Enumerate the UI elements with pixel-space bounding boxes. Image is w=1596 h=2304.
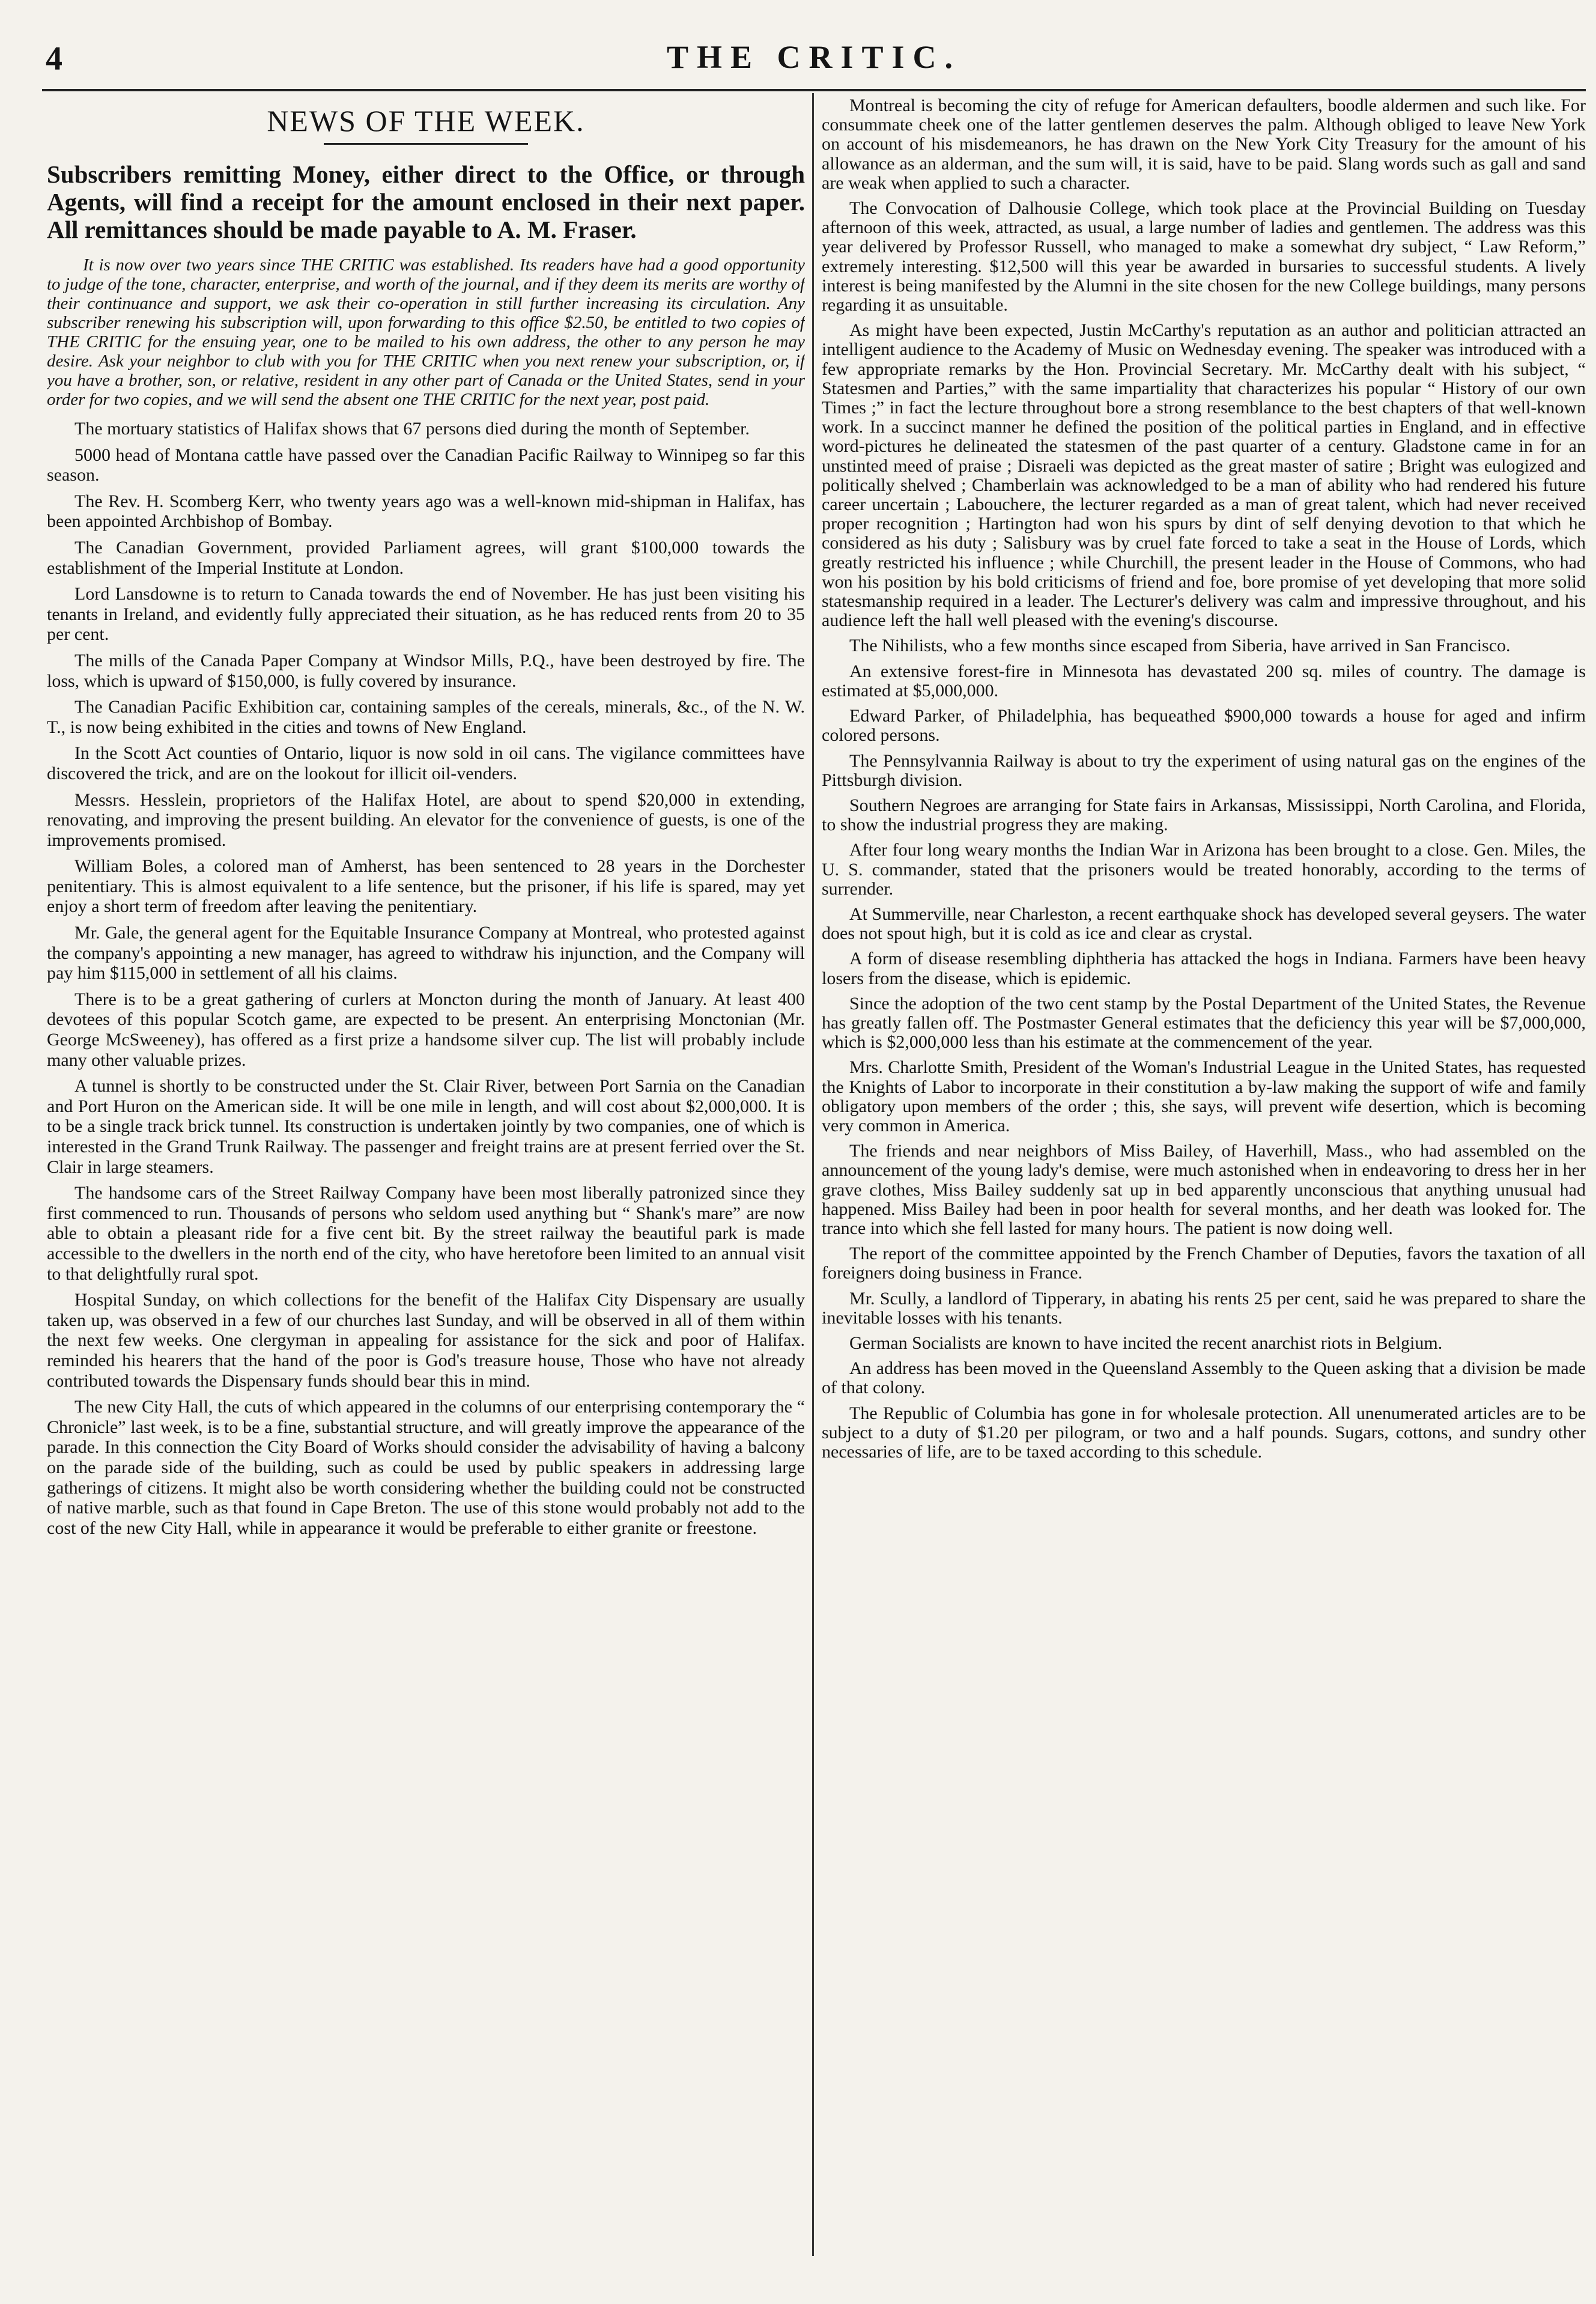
news-item: There is to be a great gathering of curlers at Moncton during the month of January. At least 400 devotees of this popular Scotch game, are expected to be present. An enterprising Monctonian (Mr. George McSweeney), has offered as a first prize a handsome silver cup. The list will probably include many other valuable prizes. — [47, 989, 805, 1070]
subscriber-notice: Subscribers remitting Money, either direct to the Office, or through Agents, will find a receipt for the amount enclosed in their next paper. All remittances should be made payable to A. M. Fraser. — [47, 160, 805, 243]
left-column — [47, 96, 805, 2289]
news-item: Hospital Sunday, on which collections for the benefit of the Halifax City Dispensary are usually taken up, was observed in a few of our churches last Sunday, and will be observed in all of them within the next few weeks. One clergyman in appealing for assistance for the sick and poor of Halifax. reminded his hearers that the hand of the poor is God's treasure house, Those who have not already contributed towards the Dispensary funds should bear this in mind. — [47, 1290, 805, 1391]
news-item: The handsome cars of the Street Railway Company have been most liberally patronized since they first commenced to run. Thousands of persons who seldom used anything but “ Shank's mare” are now able to obtain a pleasant ride for a five cent bit. By the street railway the beautiful park is made accessible to the dwellers in the north end of the city, who have heretofore been limited to an annual visit to that delightfully rural spot. — [47, 1183, 805, 1284]
news-item: A tunnel is shortly to be constructed under the St. Clair River, between Port Sarnia on the Canadian and Port Huron on the American side. It will be one mile in length, and will cost about $2,000,000. It is to be a single track brick tunnel. Its construction is undertaken jointly by two companies, one of which is interested in the Grand Trunk Railway. The passenger and freight trains are at present ferried over the St. Clair in large steamers. — [47, 1076, 805, 1177]
news-item: Messrs. Hesslein, proprietors of the Halifax Hotel, are about to spend $20,000 in extending, renovating, and improving the present building. An elevator for the convenience of guests, is one of the improvements promised. — [47, 789, 805, 850]
right-column — [822, 96, 1586, 2289]
news-item: Lord Lansdowne is to return to Canada towards the end of November. He has just been visiting his tenants in Ireland, and evidently fully appreciated their situation, as he has reduced rents from 20 to 35 per cent. — [47, 584, 805, 645]
news-item: In the Scott Act counties of Ontario, liquor is now sold in oil cans. The vigilance committees have discovered the trick, and are on the lookout for illicit oil-venders. — [47, 743, 805, 783]
news-item: Mrs. Charlotte Smith, President of the Woman's Industrial League in the United States, has requested the Knights of Labor to incorporate in their constitution a by-law making the support of wife and family obligatory upon members of the order ; this, she says, will prevent wife desertion, which is becoming very common in America. — [822, 1057, 1586, 1135]
news-item: The Convocation of Dalhousie College, which took place at the Provincial Building on Tuesday afternoon of this week, attracted, as usual, a large number of ladies and gentlemen. The address was this year delivered by Professor Russell, who managed to make a somewhat dry subject, “ Law Reform,” extremely interesting. $12,500 will this year be awarded in bursaries to successful students. A lively interest is being manifested by the Alumni in the site chosen for the new College buildings, many persons regarding it as unsuitable. — [822, 198, 1586, 315]
news-item: The new City Hall, the cuts of which appeared in the columns of our enterprising contemporary the “ Chronicle” last week, is to be a fine, substantial structure, and will greatly improve the appearance of the parade. In this connection the City Board of Works should consider the advisability of having a balcony on the parade side of the building, such as could be used by public speakers in addressing large gatherings of citizens. It might also be worth considering whether the building could not be constructed of native marble, such as that found in Cape Breton. The use of this stone would probably not add to the cost of the new City Hall, while in appearance it would be preferable to either granite or freestone. — [47, 1397, 805, 1538]
news-item: The mortuary statistics of Halifax shows that 67 persons died during the month of September. — [74, 419, 750, 439]
news-item: The Republic of Columbia has gone in for wholesale protection. All unenumerated articles are to be subject to a duty of $1.20 per pilogram, or two and a half pounds. Sugars, cottons, and sundry other necessaries of life, are to be taxed according to this schedule. — [822, 1403, 1586, 1462]
news-item: The report of the committee appointed by the French Chamber of Deputies, favors the taxation of all foreigners doing business in France. — [822, 1244, 1586, 1283]
news-item: A form of disease resembling diphtheria has attacked the hogs in Indiana. Farmers have been heavy losers from the disease, which is epidemic. — [822, 949, 1586, 988]
news-item: At Summerville, near Charleston, a recent earthquake shock has developed several geysers. The water does not spout high, but it is cold as ice and clear as crystal. — [822, 904, 1586, 944]
news-item: Mr. Gale, the general agent for the Equitable Insurance Company at Montreal, who protested against the company's appointing a new manager, has agreed to withdraw his injunction, and the Company will pay him $115,000 in settlement of all his claims. — [47, 923, 805, 983]
news-item: Edward Parker, of Philadelphia, has bequeathed $900,000 towards a house for aged and infirm colored persons. — [822, 706, 1586, 746]
section-title: NEWS OF THE WEEK. — [267, 104, 585, 138]
news-item: As might have been expected, Justin McCarthy's reputation as an author and politician attracted an intelligent audience to the Academy of Music on Wednesday evening. The speaker was introduced with a few appropriate remarks by the Hon. Provincial Secretary. Mr. McCarthy dealt with his subject, “ Statesmen and Parties,” with the same impartiality that characterizes his popular “ History of our own Times ;” in fact the lecture throughout bore a strong resemblance to the best chapters of that well-known work. In a succinct manner he defined the position of the political parties in England, and in effective word-pictures he delineated the statesmen of the past quarter of a century. Gladstone came in for an unstinted meed of praise ; Disraeli was depicted as the great master of satire ; Bright was eulogized and politically shelved ; Chamberlain was acknowledged to be a man of ability who had rendered his future career uncertain ; Labouchere, the lecturer regarded as a man of great talent, which had never received proper recognition ; Hartington had won his spurs by dint of self denying devotion to that which he considered as his duty ; Salisbury was by cruel fate forced to take a seat in the House of Lords, which greatly restricted his influence ; while Churchill, the present leader in the House of Commons, who had won his position by his bold criticisms of friend and foe, bore promise of yet developing that more solid statesmanship required in a leader. The Lecturer's delivery was calm and impressive throughout, and his audience left the hall well pleased with the evening's discourse. — [822, 320, 1586, 631]
news-item: An address has been moved in the Queensland Assembly to the Queen asking that a division be made of that colony. — [822, 1358, 1586, 1398]
paper-title: THE CRITIC. — [666, 39, 962, 75]
subscription-promo: It is now over two years since THE CRITIC was established. Its readers have had a good opportunity to judge of the tone, character, enterprise, and worth of the journal, and if they deem its merits are worthy of their continuance and support, we ask their co-operation in still further increasing its circulation. Any subscriber renewing his subscription will, upon forwarding to this office $2.50, be entitled to two copies of THE CRITIC for the ensuing year, one to be mailed to his own address, the other to any person he may desire. Ask your neighbor to club with you for THE CRITIC when you next renew your subscription, or, if you have a brother, son, or relative, resident in any other part of Canada or the United States, send in your order for two copies, and we will send the absent one THE CRITIC for the next year, post paid. — [47, 255, 805, 409]
masthead — [42, 35, 1586, 89]
news-item: The friends and near neighbors of Miss Bailey, of Haverhill, Mass., who had assembled on the announcement of the young lady's demise, were much astonished when in endeavoring to dress her in her grave clothes, Miss Bailey suddenly sat up in bed apparently unconscious that anything unusual had happened. Miss Bailey had been in poor health for several months, and her death was looked for. The trance into which she fell lasted for many hours. The patient is now doing well. — [822, 1141, 1586, 1238]
masthead-rule — [42, 89, 1586, 91]
news-item: The Pennsylvannia Railway is about to try the experiment of using natural gas on the engines of the Pittsburgh division. — [822, 750, 1586, 790]
news-item: Mr. Scully, a landlord of Tipperary, in abating his rents 25 per cent, said he was prepared to share the inevitable losses with his tenants. — [822, 1288, 1586, 1328]
news-item: Southern Negroes are arranging for State fairs in Arkansas, Mississippi, North Carolina, and Florida, to show the industrial progress they are making. — [822, 795, 1586, 835]
page-number: 4 — [46, 40, 62, 78]
news-item: Since the adoption of the two cent stamp by the Postal Department of the United States, the Revenue has greatly fallen off. The Postmaster General estimates that the deficiency this year will be $7,000,000, which is $2,000,000 less than his estimate at the commencement of the year. — [822, 993, 1586, 1053]
news-item: William Boles, a colored man of Amherst, has been sentenced to 28 years in the Dorchester penitentiary. This is almost equivalent to a life sentence, but the prisoner, if his life is spared, may yet enjoy a short term of freedom after leaving the penitentiary. — [47, 856, 805, 917]
news-item: The Nihilists, who a few months since escaped from Siberia, have arrived in San Francisco. — [849, 636, 1511, 656]
news-item: The Canadian Government, provided Parliament agrees, will grant $100,000 towards the establishment of the Imperial Institute at London. — [47, 537, 805, 578]
news-item: German Socialists are known to have incited the recent anarchist riots in Belgium. — [849, 1333, 1443, 1353]
news-item: Montreal is becoming the city of refuge for American defaulters, boodle aldermen and such like. For consummate cheek one of the latter gentlemen deserves the palm. Although obliged to leave New York on account of his misdemeanors, he has drawn on the New York City Treasury for the amount of his allowance as an alderman, and the sum will, it is said, have to be paid. Slang words such as gall and sand are weak when applied to such a character. — [822, 96, 1586, 193]
title-rule — [324, 143, 528, 145]
news-item: The Canadian Pacific Exhibition car, containing samples of the cereals, minerals, &c., of the N. W. T., is now being exhibited in the cities and towns of New England. — [47, 697, 805, 737]
news-item: The Rev. H. Scomberg Kerr, who twenty years ago was a well-known mid-shipman in Halifax, has been appointed Archbishop of Bombay. — [47, 491, 805, 532]
news-item: After four long weary months the Indian War in Arizona has been brought to a close. Gen. Miles, the U. S. commander, stated that the prisoners would be treated honorably, according to the terms of surrender. — [822, 840, 1586, 899]
news-item: An extensive forest-fire in Minnesota has devastated 200 sq. miles of country. The damage is estimated at $5,000,000. — [822, 661, 1586, 701]
news-item: The mills of the Canada Paper Company at Windsor Mills, P.Q., have been destroyed by fire. The loss, which is upward of $150,000, is fully covered by insurance. — [47, 650, 805, 691]
news-item: 5000 head of Montana cattle have passed over the Canadian Pacific Railway to Winnipeg so far this season. — [47, 445, 805, 485]
column-divider — [812, 93, 814, 2256]
